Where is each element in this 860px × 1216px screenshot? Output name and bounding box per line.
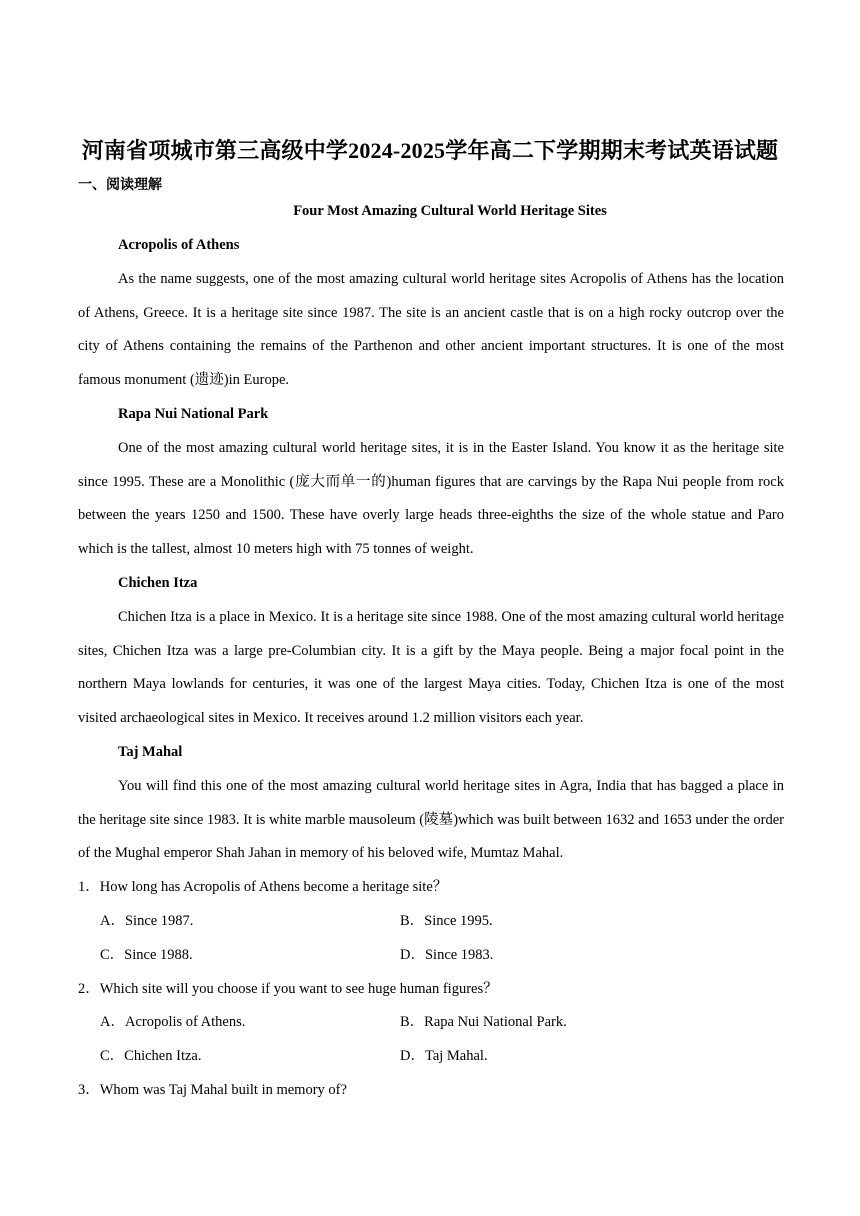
question-1-options-row-1 [78,905,784,939]
exam-title: 河南省项城市第三高级中学2024-2025学年高二下学期期末考试英语试题 [81,138,779,163]
question-1-option-a: A．Since 1987. [100,912,194,929]
site-heading-taj-mahal: Taj Mahal [118,743,183,760]
passage-title: Four Most Amazing Cultural World Heritage Sites [293,203,607,219]
question-3-stem: 3．Whom was Taj Mahal built in memory of? [78,1081,347,1098]
question-2-option-c: C．Chichen Itza. [100,1048,202,1065]
question-1-option-d: D．Since 1983. [400,946,494,963]
section-heading: 一、阅读理解 [78,178,162,193]
question-1-options-row-2 [78,939,784,973]
site-paragraph-acropolis: As the name suggests, one of the most amazing cultural world heritage sites Acropolis of Athens has the location of Athens, Greece. It is a heritage site since 1987. The site is an ancient castle that is on a high rocky outcrop over the city of Athens containing the remains of the Parthenon and other ancient important structures. It is one of the most famous monument (遗迹)in Europe. [78,270,784,389]
site-heading-acropolis: Acropolis of Athens [118,237,240,253]
question-2-option-b: B．Rapa Nui National Park. [400,1014,567,1031]
question-2-option-a: A．Acropolis of Athens. [100,1014,246,1031]
question-2-option-d: D．Taj Mahal. [400,1048,488,1065]
site-heading-chichen-itza: Chichen Itza [118,574,198,591]
question-1-stem: 1．How long has Acropolis of Athens become a heritage site？ [78,879,448,896]
site-heading-rapa-nui: Rapa Nui National Park [118,405,269,422]
site-paragraph-taj-mahal: You will find this one of the most amazing cultural world heritage sites in Agra, India that has bagged a place in the heritage site since 1983. It is white marble mausoleum (陵墓)which was built between 1632 and 1653 under the order of the Mughal emperor Shah Jahan in memory of his beloved wife, Mumtaz Mahal. [78,777,784,862]
question-2-options-row-2 [78,1040,784,1074]
question-1-option-b: B．Since 1995. [400,912,493,929]
site-paragraph-chichen-itza: Chichen Itza is a place in Mexico. It is a heritage site since 1988. One of the most amazing cultural world heritage sites, Chichen Itza was a large pre-Columbian city. It is a gift by the Maya people. Being a major focal point in the northern Maya lowlands for centuries, it was one of the largest Maya cities. Today, Chichen Itza is one of the most visited archaeological sites in Mexico. It receives around 1.2 million visitors each year. [78,608,784,727]
question-1-option-c: C．Since 1988. [100,946,193,963]
question-2-stem: 2．Which site will you choose if you want to see huge human figures？ [78,980,498,997]
passage-body [78,229,784,1108]
question-2-options-row-1 [78,1006,784,1040]
site-paragraph-rapa-nui: One of the most amazing cultural world heritage sites, it is in the Easter Island. You know it as the heritage site since 1995. These are a Monolithic (庞大而单一的)human figures that are carvings by the Rapa Nui people from rock between the years 1250 and 1500. These have overly large heads three-eighths the size of the whole statue and Paro which is the tallest, almost 10 meters high with 75 tonnes of weight. [78,439,784,558]
